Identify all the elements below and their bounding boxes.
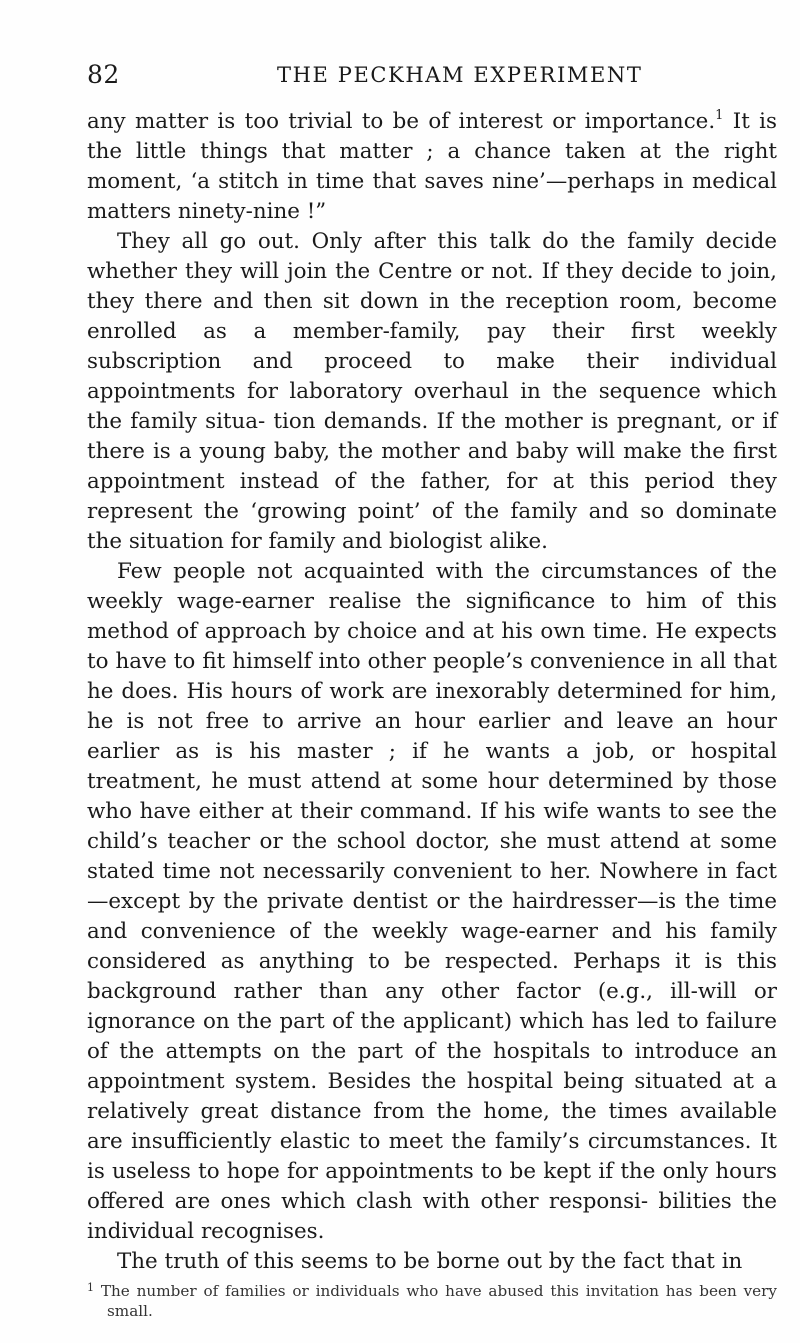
paragraph-2: They all go out. Only after this talk do the family decide whether they will join the Centre or not. If they decide to join, they there and then sit down in the reception room, become enrolled as a member-family, pay their first weekly subscription and proceed to make their individual appointments for laboratory overhaul in the sequence which the family situa- tion demands. If the mother is pregnant, or if there is a young baby, the mother and baby will make the first appointment instead of the father, for at this period they represent the ‘growing point’ of the family and so dominate the situation for family and biologist alike. bbox=[87, 229, 777, 554]
footnote-mark: 1 bbox=[87, 1281, 94, 1294]
paragraph-4: The truth of this seems to be borne out by the fact that in bbox=[117, 1249, 743, 1274]
paragraph-3: Few people not acquainted with the circumstances of the weekly wage-earner realise the significance to him of this method of approach by choice and at his own time. He expects to have to fit himself into other people’s convenience in all that he does. His hours of work are inexorably determined for him, he is not free to arrive an hour earlier and leave an hour earlier as is his master ; if he wants a job, or hospital treatment, he must attend at some hour determined by those who have either at their command. If his wife wants to see the child’s teacher or the school doctor, she must attend at some stated time not necessarily convenient to her. Nowhere in fact—except by the private dentist or the hairdresser—is the time and convenience of the weekly wage-earner and his family considered as anything to be respected. Perhaps it is this background rather than any other factor (e.g., ill-will or ignorance on the part of the applicant) which has led to failure of the attempts on the part of the hospitals to introduce an appointment system. Besides the hospital being situated at a relatively great distance from the home, the times available are insufficiently elastic to meet the family’s circumstances. It is useless to hope for appointments to be kept if the only hours offered are ones which clash with other responsi- bilities the individual recognises. bbox=[87, 559, 777, 1244]
page-number: 82 bbox=[87, 60, 120, 89]
footnote bbox=[87, 1281, 777, 1321]
paragraph-1-text-before: any matter is too trivial to be of interest or importance. bbox=[87, 109, 716, 134]
paragraph-1-text-after: It is the little things that matter ; a chance taken at the right moment, ‘a stitch in time that saves nine’—perhaps in medical matters ninety-nine !” bbox=[87, 109, 777, 224]
footnote-reference: 1 bbox=[715, 108, 724, 123]
running-title: THE PECKHAM EXPERIMENT bbox=[277, 63, 643, 87]
footnote-line bbox=[87, 1281, 777, 1321]
page-header bbox=[87, 60, 777, 96]
paragraph-1 bbox=[87, 107, 777, 227]
body-text bbox=[87, 107, 777, 1277]
footnote-text: The number of families or individuals who have abused this invitation has been very small. bbox=[100, 1282, 778, 1320]
